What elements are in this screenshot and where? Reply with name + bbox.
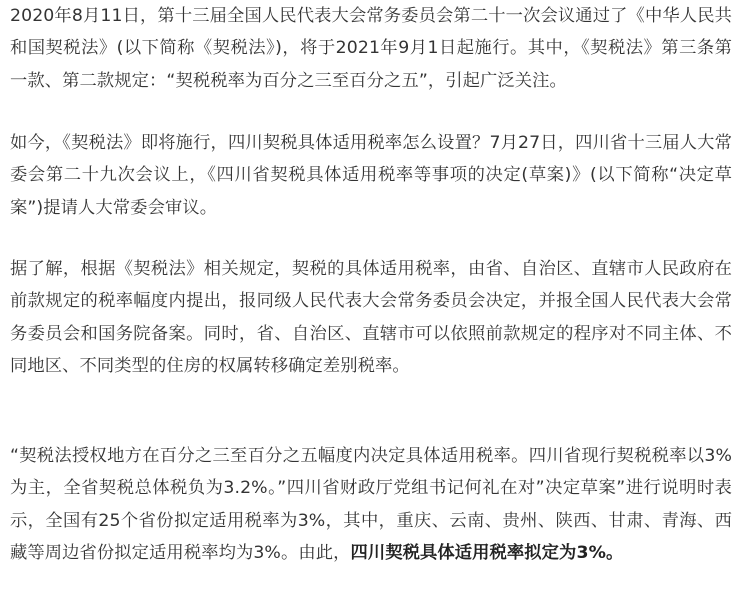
paragraph-3: 据了解，根据《契税法》相关规定，契税的具体适用税率，由省、自治区、直辖市人民政府在前款规定的税率幅度内提出，报同级人民代表大会常务委员会决定，并报全国人民代表大会常务委员会和国务院备案。同时，省、自治区、直辖市可以依照前款规定的程序对不同主体、不同地区、不同类型的住房的权属转移确定差别税率。 xyxy=(10,259,732,376)
paragraph-4-text: “契税法授权地方在百分之三至百分之五幅度内决定具体适用税率。四川省现行契税税率以3%为主，全省契税总体税负为3.2%。”四川省财政厅党组书记何礼在对”决定草案”进行说明时表示，全国有25个省份拟定适用税率为3%，其中，重庆、云南、贵州、陕西、甘肃、青海、西藏等周边省份拟定适用税率均为3%。由此， xyxy=(10,446,732,563)
paragraph-4 xyxy=(10,440,732,569)
paragraph-4-bold-conclusion: 四川契税具体适用税率拟定为3%。 xyxy=(350,542,624,563)
paragraph-1: 2020年8月11日，第十三届全国人民代表大会常务委员会第二十一次会议通过了《中华人民共和国契税法》(以下简称《契税法》)，将于2021年9月1日起施行。其中，《契税法》第三条第一款、第二款规定：“契税税率为百分之三至百分之五”，引起广泛关注。 xyxy=(10,6,732,91)
paragraph-2: 如今，《契税法》即将施行，四川契税具体适用税率怎么设置？7月27日，四川省十三届人大常委会第二十九次会议上，《四川省契税具体适用税率等事项的决定(草案)》(以下简称“决定草案”)提请人大常委会审议。 xyxy=(10,133,732,218)
